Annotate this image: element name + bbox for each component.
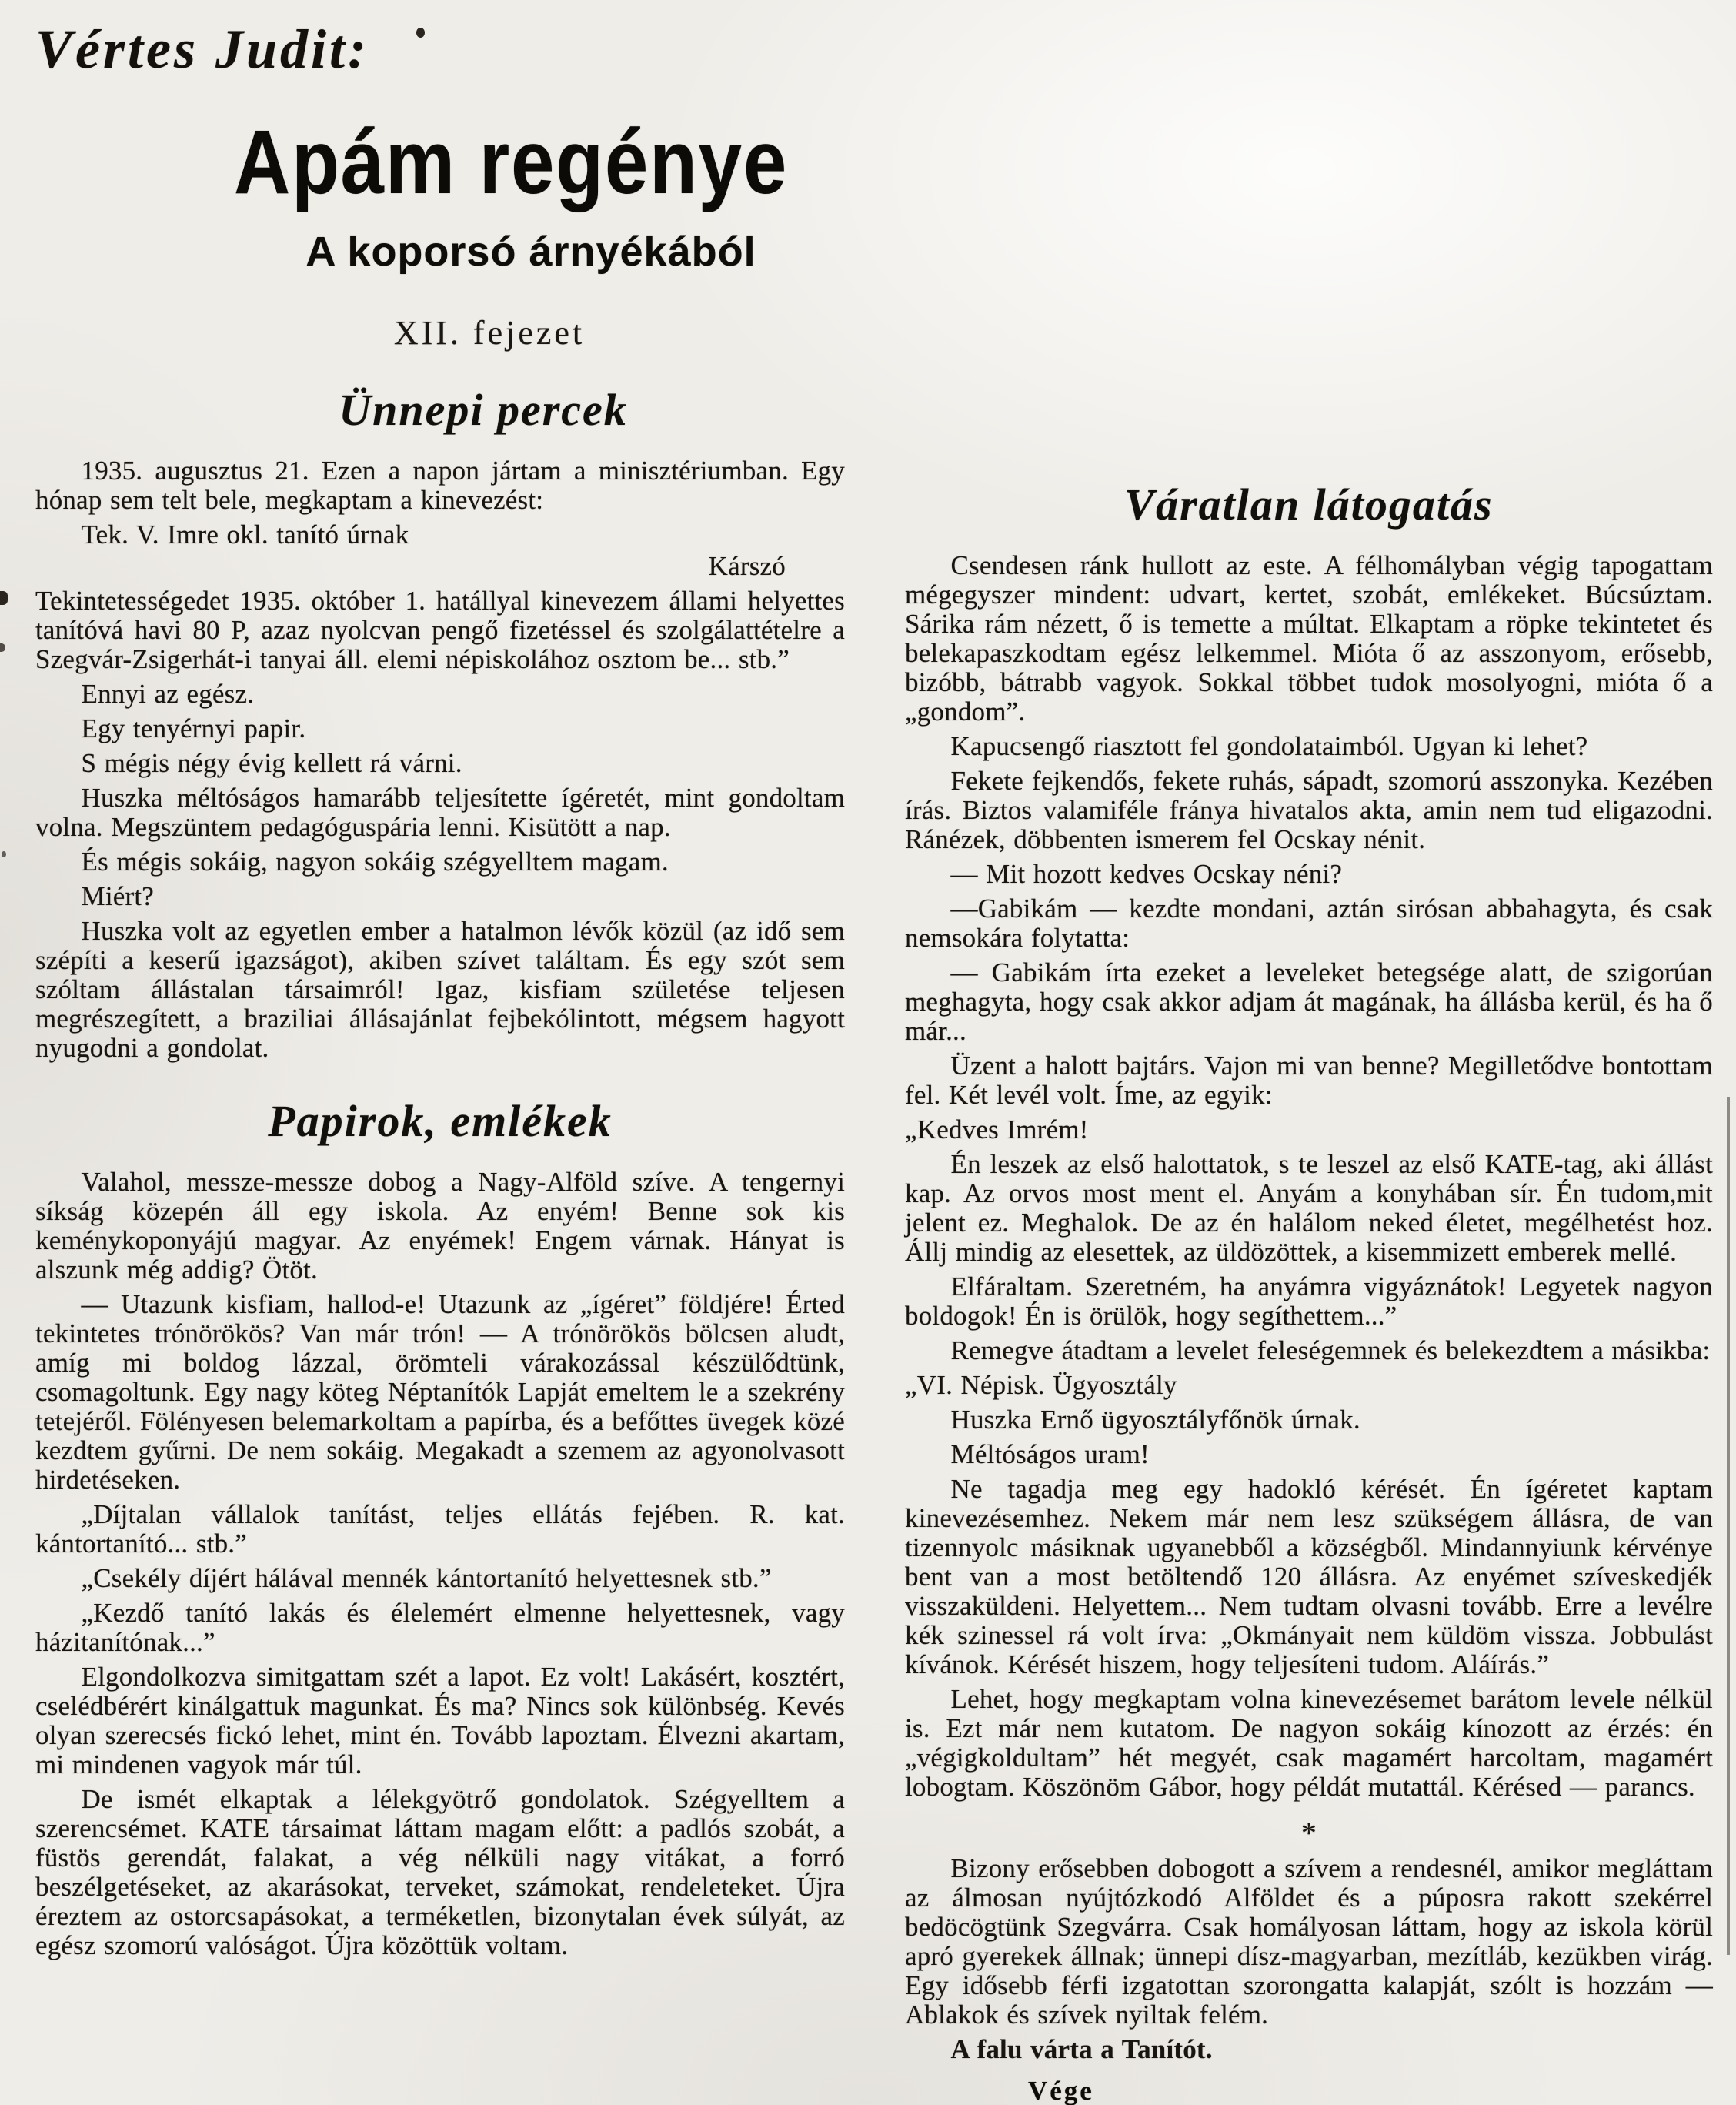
section-body-papirok-emlekek [35,1168,845,1960]
section-heading-varatlan-latogatas: Váratlan látogatás [1124,479,1494,530]
paragraph: Én leszek az első halottatok, s te leszel az első KATE-tag, aki állást kap. Az orvos most ment el. Anyám a konyhában sír. Én tudom,mit jelent ez. Meghalok. De az én halálom neked életet, megélhetést hoz. Állj mindig az elesettek, az üldözöttek, a kisemmizett emberek mellé. [905,1148,1713,1267]
paragraph: „Díjtalan vállalok tanítást, teljes ellátás fejében. R. kat. kántortanító... stb.” [35,1499,845,1559]
paragraph: Ne tagadja meg egy hadokló kérését. Én ígéretet kaptam kinevezésemhez. Nekem már nem lesz szükségem állásra, de van tizennyolc másiknak ugyanebből a községből. Mindannyiunk kérvénye bent van a most betöltendő 120 állásra. Az enyémet szíveskedjék visszaküldeni. Helyettem... Nem tudtam olvasni tovább. Erre a levélre kék szinessel rá volt írva: „Okmányait nem küldöm vissza. Jobbulást kívánok. Kérését hiszem, hogy teljesíteni tudom. Aláírás.” [905,1473,1713,1679]
paragraph: Miért? [81,881,154,912]
paragraph: 1935. augusztus 21. Ezen a napon jártam a minisztériumban. Egy hónap sem telt bele, megkaptam a kinevezést: [35,456,845,516]
article-title: Apám regénye [233,111,789,213]
paragraph: Huszka volt az egyetlen ember a hatalmon lévők közül (az idő sem szépíti a keserű igazságot), akiben szívet találtam. És egy szót sem szóltam állástalan társaimról! Igaz, kisfiam születése teljesen megrészegített, a braziliai állásajánlat fejbekólintott, mégsem hagyott nyugodni a gondolat. [35,916,845,1064]
section-body-unnepi-percek [35,456,845,1063]
ink-speck [2,851,6,857]
paragraph: „Kedves Imrém! [905,1114,1089,1144]
paragraph: Vége [1028,2075,1094,2105]
ink-speck [416,28,425,38]
article-subtitle: A koporsó árnyékából [305,228,756,275]
paragraph: Tek. V. Imre okl. tanító úrnak [81,520,409,550]
right-column [905,446,1713,2105]
paragraph: Kapucsengő riasztott fel gondolataimból. Ugyan ki lehet? [950,730,1588,761]
paragraph: —Gabikám — kezdte mondani, aztán sirósan abbahagyta, és csak nemsokára folytatta: [905,893,1713,953]
paragraph: Huszka Ernő ügyosztályfőnök úrnak. [950,1404,1360,1435]
ink-speck [0,591,8,605]
paragraph: Méltóságos uram! [950,1438,1150,1469]
paragraph: „Csekély díjért hálával mennék kántortanító helyettesnek stb.” [81,1563,772,1594]
section-body-varatlan-latogatas [905,551,1713,2105]
paragraph: „Kezdő tanító lakás és élelemért elmenne helyettesnek, vagy házitanítónak...” [35,1598,845,1658]
paragraph: Kárszó [708,551,786,582]
paragraph: — Utazunk kisfiam, hallod-e! Utazunk az „ígéret” földjére! Érted tekintetes trónörökös? Van már trón! — A trónörökös bölcsen aludt, amíg mi boldog lázzal, örömteli várakozással készülődtünk, csomagoltunk. Egy nagy köteg Néptanítók Lapját emeltem le a szekrény tetejéről. Fölényesen belemarkoltam a papírba, és a befőttes üvegek közé kezdtem gyűrni. De nem sokáig. Megakadt a szemem az agyonolvasott hirdetéseken. [35,1289,845,1495]
paragraph: Csendesen ránk hullott az este. A félhomályban végig tapogattam mégegyszer mindent: udvart, kertet, szobát, emlékeket. Búcsúztam. Sárika rám nézett, ő is temette a múltat. Elkaptam a röpke tekintetet és belekapaszkodtam egész lelkemmel. Mióta ő az asszonyom, erősebb, bizóbb, bátrabb vagyok. Sokkal többet tudok mosolyogni, mióta ő a „gondom”. [905,550,1713,727]
paragraph: Fekete fejkendős, fekete ruhás, sápadt, szomorú asszonyka. Kezében írás. Biztos valamiféle fránya hivatalos akta, amin nem tud eligazodni. Ránézek, döbbenten ismerem fel Ocskay nénit. [905,765,1713,854]
left-column [35,20,845,1960]
paragraph: Ennyi az egész. [81,679,255,710]
chapter-label: XII. fejezet [393,314,586,353]
paragraph: „VI. Népisk. Ügyosztály [905,1369,1177,1400]
author-byline: Vértes Judit: [35,18,370,80]
paragraph: Remegve átadtam a levelet feleségemnek és belekezdtem a másikba: [950,1335,1711,1365]
paragraph: Üzent a halott bajtárs. Vajon mi van benne? Megilletődve bontottam fel. Két levél volt. Íme, az egyik: [905,1050,1713,1110]
paragraph: Elgondolkozva simitgattam szét a lapot. Ez volt! Lakásért, kosztért, cselédbérért kinálgattuk magunkat. És ma? Nincs sok különbség. Kevés olyan szerecsés fickó lehet, mint én. Tovább lapoztam. Élvezni akartam, mi mindenen vagyok már túl. [35,1662,845,1780]
paragraph: Lehet, hogy megkaptam volna kinevezésemet barátom levele nélkül is. Ezt már nem kutatom. De nagyon sokáig kínozott az érzés: én „végigkoldultam” hét megyét, csak magamért harcoltam, magamért lobogtam. Köszönöm Gábor, hogy példát mutattál. Kérésed — parancs. [905,1683,1713,1802]
paragraph: — Mit hozott kedves Ocskay néni? [950,858,1343,889]
paragraph: Bizony erősebben dobogott a szívem a rendesnél, amikor megláttam az álmosan nyújtózkodó Alföldet és a púposra rakott szekérrel bedöcögtünk Szegvárra. Csak homályosan láttam, hogy az iskola körül apró gyerekek állnak; ünnepi dísz-magyarban, mezítláb, kezükben virág. Egy idősebb férfi izgatottan szorongatta kalapját, szólt is hozzám — Ablakok és szívek nyiltak felém. [905,1853,1713,2030]
paragraph: És mégis sokáig, nagyon sokáig szégyelltem magam. [81,847,669,877]
scan-edge-rule [1727,1097,1730,1955]
paragraph: * [1300,1815,1317,1850]
paragraph: — Gabikám írta ezeket a leveleket betegsége alatt, de szigorúan meghagyta, hogy csak akkor adjam át magának, ha állásba kerül, és ha ő már... [905,957,1713,1046]
section-heading-unnepi-percek: Ünnepi percek [339,385,628,436]
paragraph: Valahol, messze-messze dobog a Nagy-Alföld szíve. A tengernyi síkság közepén áll egy iskola. Az enyém! Benne sok kis keménykoponyájú magyar. Az enyémek! Engem várnak. Hányat is alszunk még addig? Ötöt. [35,1167,845,1285]
paragraph: De ismét elkaptak a lélekgyötrő gondolatok. Szégyelltem a szerencsémet. KATE társaimat láttam magam előtt: a padlós szobát, a füstös gerendát, falakat, a vég nélküli nagy vitákat, a forró beszélgetéseket, az akarásokat, terveket, számokat, rendeleteket. Újra éreztem az ostorcsapásokat, a terméketlen, bizonytalan évek súlyát, az egész szomorú valóságot. Újra közöttük voltam. [35,1784,845,1961]
paragraph: Huszka méltóságos hamarább teljesítette ígéretét, mint gondoltam volna. Megszüntem pedagóguspária lenni. Kisütött a nap. [35,783,845,843]
paragraph: Tekintetességedet 1935. október 1. hatállyal kinevezem állami helyettes tanítóvá havi 80 P, azaz nyolcvan pengő fizetéssel és szolgálattételre a Szegvár-Zsigerhát-i tanyai áll. elemi népiskolához osztom be... stb.” [35,586,845,675]
section-heading-papirok-emlekek: Papirok, emlékek [268,1096,613,1147]
paragraph: Egy tenyérnyi papir. [81,713,306,744]
paragraph: A falu várta a Tanítót. [950,2033,1213,2064]
paragraph: Elfáraltam. Szeretném, ha anyámra vigyáznátok! Legyetek nagyon boldogok! Én is örülök, hogy segíthettem...” [905,1271,1713,1331]
ink-speck [0,643,5,652]
paragraph: S mégis négy évig kellett rá várni. [81,748,462,779]
